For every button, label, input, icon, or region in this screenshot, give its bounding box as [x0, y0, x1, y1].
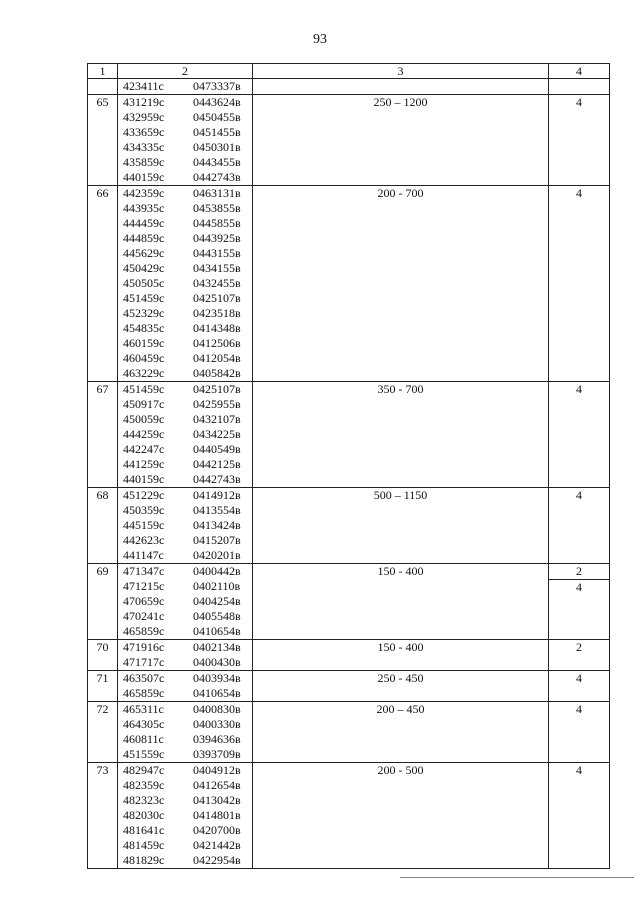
coordinate-pair	[118, 747, 252, 762]
latitude-value: 442359с	[123, 186, 165, 200]
longitude-value: 0414348в	[193, 321, 241, 335]
table-row	[88, 564, 610, 640]
latitude-value: 440159с	[123, 472, 165, 486]
coordinate-pair	[118, 201, 252, 216]
longitude-value: 0434155в	[193, 261, 241, 275]
longitude-value: 0443624в	[193, 95, 241, 109]
latitude-value: 482359с	[123, 778, 165, 792]
latitude-value: 465859с	[123, 686, 165, 700]
longitude-value: 0394636в	[193, 732, 241, 746]
range-value: 350 - 700	[377, 382, 424, 396]
row-number: 72	[96, 702, 109, 716]
latitude-value: 444459с	[123, 216, 165, 230]
longitude-value: 0412054в	[193, 351, 241, 365]
latitude-value: 482947с	[123, 763, 165, 777]
latitude-value: 482323с	[123, 793, 165, 807]
latitude-value: 470241с	[123, 609, 165, 623]
latitude-value: 465859с	[123, 624, 165, 638]
coordinate-pair	[118, 427, 252, 442]
latitude-value: 445159с	[123, 518, 165, 532]
code-value: 4	[576, 95, 582, 109]
code-value: 4	[576, 763, 582, 777]
table-row	[88, 702, 610, 763]
row-number: 69	[96, 564, 109, 578]
coordinates-cell	[118, 564, 253, 640]
latitude-value: 470659с	[123, 594, 165, 608]
header-row	[88, 64, 610, 79]
code-cell	[549, 702, 610, 763]
longitude-value: 0442125в	[193, 457, 241, 471]
coordinate-pair	[118, 503, 252, 518]
longitude-value: 0425107в	[193, 382, 241, 396]
coordinate-pair	[118, 155, 252, 170]
coordinate-pair	[118, 838, 252, 853]
coordinate-pair	[118, 291, 252, 306]
latitude-value: 435859с	[123, 155, 165, 169]
coordinates-cell	[118, 95, 253, 186]
coordinate-pair	[118, 778, 252, 793]
range-value: 150 - 400	[377, 564, 424, 578]
code-value: 4	[576, 702, 582, 716]
latitude-value: 450917с	[123, 397, 165, 411]
code-value: 4	[576, 580, 582, 594]
coordinate-pair	[118, 216, 252, 231]
range-cell	[253, 95, 549, 186]
latitude-value: 465311с	[123, 702, 164, 716]
coordinate-pair	[118, 823, 252, 838]
coordinate-pair	[118, 717, 252, 732]
latitude-value: 471215с	[123, 579, 165, 593]
latitude-value: 454835с	[123, 321, 165, 335]
latitude-value: 441147с	[123, 548, 164, 562]
row-number-cell	[88, 671, 118, 702]
longitude-value: 0442743в	[193, 170, 241, 184]
longitude-value: 0440549в	[193, 442, 241, 456]
coordinate-pair	[118, 655, 252, 670]
latitude-value: 471347с	[123, 564, 165, 578]
latitude-value: 432959с	[123, 110, 165, 124]
row-number: 65	[96, 95, 109, 109]
table-row	[88, 488, 610, 564]
coordinate-pair	[118, 624, 252, 639]
header-col-3: 3	[253, 64, 549, 79]
longitude-value: 0422954в	[193, 853, 241, 867]
latitude-value: 443935с	[123, 201, 165, 215]
coordinates-cell	[118, 186, 253, 382]
coordinate-pair	[118, 170, 252, 185]
longitude-value: 0443455в	[193, 155, 241, 169]
longitude-value: 0400830в	[193, 702, 241, 716]
latitude-value: 463507с	[123, 671, 165, 685]
header-col-4: 4	[549, 64, 610, 79]
row-number-cell	[88, 95, 118, 186]
coordinate-pair	[118, 412, 252, 427]
code-value: 2	[576, 640, 582, 654]
latitude-value: 463229с	[123, 366, 165, 380]
code-value: 4	[576, 671, 582, 685]
code-cell	[549, 763, 610, 869]
code-value: 4	[576, 186, 582, 200]
longitude-value: 0420201в	[193, 548, 241, 562]
latitude-value: 445629с	[123, 246, 165, 260]
longitude-value: 0445855в	[193, 216, 241, 230]
latitude-value: 431219с	[123, 95, 165, 109]
coordinates-table	[87, 63, 610, 869]
longitude-value: 0410654в	[193, 686, 241, 700]
latitude-value: 450429с	[123, 261, 165, 275]
latitude-value: 481459с	[123, 838, 165, 852]
range-cell	[253, 763, 549, 869]
latitude-value: 481641с	[123, 823, 165, 837]
latitude-value: 460159с	[123, 336, 165, 350]
coordinate-pair	[118, 472, 252, 487]
longitude-value: 0423518в	[193, 306, 241, 320]
latitude-value: 482030с	[123, 808, 165, 822]
range-value: 150 - 400	[377, 640, 424, 654]
longitude-value: 0432455в	[193, 276, 241, 290]
coordinate-pair	[118, 702, 252, 717]
longitude-value: 0400442в	[193, 564, 241, 578]
latitude-value: 460459с	[123, 351, 165, 365]
table-row	[88, 640, 610, 671]
range-cell	[253, 671, 549, 702]
coordinate-pair	[118, 382, 252, 397]
code-value: 4	[576, 488, 582, 502]
longitude-value: 0410654в	[193, 624, 241, 638]
longitude-value: 0432107в	[193, 412, 241, 426]
coordinate-pair	[118, 79, 252, 94]
table-row	[88, 671, 610, 702]
coordinates-cell	[118, 382, 253, 488]
coordinate-pair	[118, 793, 252, 808]
coordinate-pair	[118, 336, 252, 351]
longitude-value: 0402134в	[193, 640, 241, 654]
longitude-value: 0400330в	[193, 717, 241, 731]
longitude-value: 0414801в	[193, 808, 241, 822]
coordinates-cell	[118, 488, 253, 564]
latitude-value: 451459с	[123, 382, 165, 396]
coordinate-pair	[118, 397, 252, 412]
coordinate-pair	[118, 140, 252, 155]
coordinate-pair	[118, 366, 252, 381]
latitude-value: 442623с	[123, 533, 165, 547]
longitude-value: 0463131в	[193, 186, 241, 200]
coordinates-cell	[118, 79, 253, 95]
longitude-value: 0413554в	[193, 503, 241, 517]
coordinate-pair	[118, 853, 252, 868]
code-value: 2	[549, 564, 609, 580]
longitude-value: 0450455в	[193, 110, 241, 124]
longitude-value: 0400430в	[193, 655, 241, 669]
latitude-value: 440159с	[123, 170, 165, 184]
coordinate-pair	[118, 533, 252, 548]
latitude-value: 451559с	[123, 747, 165, 761]
longitude-value: 0451455в	[193, 125, 241, 139]
code-cell	[549, 488, 610, 564]
coordinate-pair	[118, 564, 252, 579]
latitude-value: 434335с	[123, 140, 165, 154]
latitude-value: 433659с	[123, 125, 165, 139]
range-value: 200 – 450	[376, 702, 425, 716]
longitude-value: 0450301в	[193, 140, 241, 154]
coordinate-pair	[118, 579, 252, 594]
coordinate-pair	[118, 231, 252, 246]
latitude-value: 451229с	[123, 488, 165, 502]
longitude-value: 0403934в	[193, 671, 241, 685]
footer-rule	[400, 877, 634, 878]
latitude-value: 464305с	[123, 717, 165, 731]
coordinate-pair	[118, 95, 252, 110]
row-number-cell	[88, 79, 118, 95]
coordinate-pair	[118, 609, 252, 624]
coordinate-pair	[118, 306, 252, 321]
longitude-value: 0412506в	[193, 336, 241, 350]
longitude-value: 0413042в	[193, 793, 241, 807]
row-number: 73	[96, 763, 109, 777]
code-cell	[549, 564, 610, 640]
header-col-2: 2	[118, 64, 253, 79]
longitude-value: 0453855в	[193, 201, 241, 215]
longitude-value: 0393709в	[193, 747, 241, 761]
latitude-value: 441259с	[123, 457, 165, 471]
range-value: 500 – 1150	[373, 488, 428, 502]
latitude-value: 481829с	[123, 853, 165, 867]
range-value: 250 – 1200	[373, 95, 428, 109]
latitude-value: 450505с	[123, 276, 165, 290]
coordinates-cell	[118, 702, 253, 763]
row-number-cell	[88, 186, 118, 382]
range-value: 200 - 700	[377, 186, 424, 200]
code-cell	[549, 79, 610, 95]
longitude-value: 0415207в	[193, 533, 241, 547]
code-cell	[549, 671, 610, 702]
coordinate-pair	[118, 261, 252, 276]
latitude-value: 444859с	[123, 231, 165, 245]
latitude-value: 423411с	[123, 79, 164, 93]
row-number-cell	[88, 702, 118, 763]
coordinate-pair	[118, 488, 252, 503]
range-cell	[253, 564, 549, 640]
longitude-value: 0420700в	[193, 823, 241, 837]
longitude-value: 0425955в	[193, 397, 241, 411]
latitude-value: 442247с	[123, 442, 165, 456]
row-number: 68	[96, 488, 109, 502]
coordinates-table-container	[87, 63, 605, 869]
range-value: 250 - 450	[377, 671, 424, 685]
coordinate-pair	[118, 186, 252, 201]
latitude-value: 452329с	[123, 306, 165, 320]
coordinate-pair	[118, 246, 252, 261]
longitude-value: 0421442в	[193, 838, 241, 852]
latitude-value: 471916с	[123, 640, 165, 654]
coordinate-pair	[118, 671, 252, 686]
row-number: 66	[96, 186, 109, 200]
row-number: 71	[96, 671, 109, 685]
row-number-cell	[88, 382, 118, 488]
latitude-value: 451459с	[123, 291, 165, 305]
table-body	[88, 79, 610, 869]
longitude-value: 0443155в	[193, 246, 241, 260]
latitude-value: 471717с	[123, 655, 165, 669]
coordinate-pair	[118, 457, 252, 472]
code-cell	[549, 382, 610, 488]
table-row	[88, 79, 610, 95]
longitude-value: 0405548в	[193, 609, 241, 623]
coordinate-pair	[118, 518, 252, 533]
range-cell	[253, 382, 549, 488]
longitude-value: 0425107в	[193, 291, 241, 305]
row-number-cell	[88, 564, 118, 640]
code-cell	[549, 186, 610, 382]
longitude-value: 0402110в	[193, 579, 241, 593]
header-col-1: 1	[88, 64, 118, 79]
longitude-value: 0412654в	[193, 778, 241, 792]
coordinates-cell	[118, 763, 253, 869]
table-row	[88, 382, 610, 488]
coordinates-cell	[118, 671, 253, 702]
row-number-cell	[88, 488, 118, 564]
latitude-value: 450059с	[123, 412, 165, 426]
coordinate-pair	[118, 442, 252, 457]
range-cell	[253, 702, 549, 763]
longitude-value: 0434225в	[193, 427, 241, 441]
table-row	[88, 95, 610, 186]
longitude-value: 0404912в	[193, 763, 241, 777]
table-row	[88, 763, 610, 869]
coordinate-pair	[118, 351, 252, 366]
coordinate-pair	[118, 640, 252, 655]
longitude-value: 0413424в	[193, 518, 241, 532]
range-cell	[253, 186, 549, 382]
coordinate-pair	[118, 808, 252, 823]
longitude-value: 0405842в	[193, 366, 241, 380]
coordinate-pair	[118, 321, 252, 336]
range-cell	[253, 488, 549, 564]
page-number: 93	[313, 32, 327, 47]
code-cell	[549, 640, 610, 671]
row-number: 67	[96, 382, 109, 396]
latitude-value: 460811с	[123, 732, 164, 746]
row-number-cell	[88, 640, 118, 671]
coordinates-cell	[118, 640, 253, 671]
longitude-value: 0443925в	[193, 231, 241, 245]
range-cell	[253, 79, 549, 95]
range-cell	[253, 640, 549, 671]
coordinate-pair	[118, 110, 252, 125]
row-number-cell	[88, 763, 118, 869]
coordinate-pair	[118, 763, 252, 778]
latitude-value: 450359с	[123, 503, 165, 517]
row-number: 70	[96, 640, 109, 654]
latitude-value: 444259с	[123, 427, 165, 441]
longitude-value: 0404254в	[193, 594, 241, 608]
table-row	[88, 186, 610, 382]
coordinate-pair	[118, 276, 252, 291]
longitude-value: 0414912в	[193, 488, 241, 502]
coordinate-pair	[118, 686, 252, 701]
code-cell	[549, 95, 610, 186]
range-value: 200 - 500	[377, 763, 424, 777]
coordinate-pair	[118, 594, 252, 609]
coordinate-pair	[118, 548, 252, 563]
longitude-value: 0473337в	[193, 79, 241, 93]
longitude-value: 0442743в	[193, 472, 241, 486]
coordinate-pair	[118, 125, 252, 140]
coordinate-pair	[118, 732, 252, 747]
code-value: 4	[576, 382, 582, 396]
